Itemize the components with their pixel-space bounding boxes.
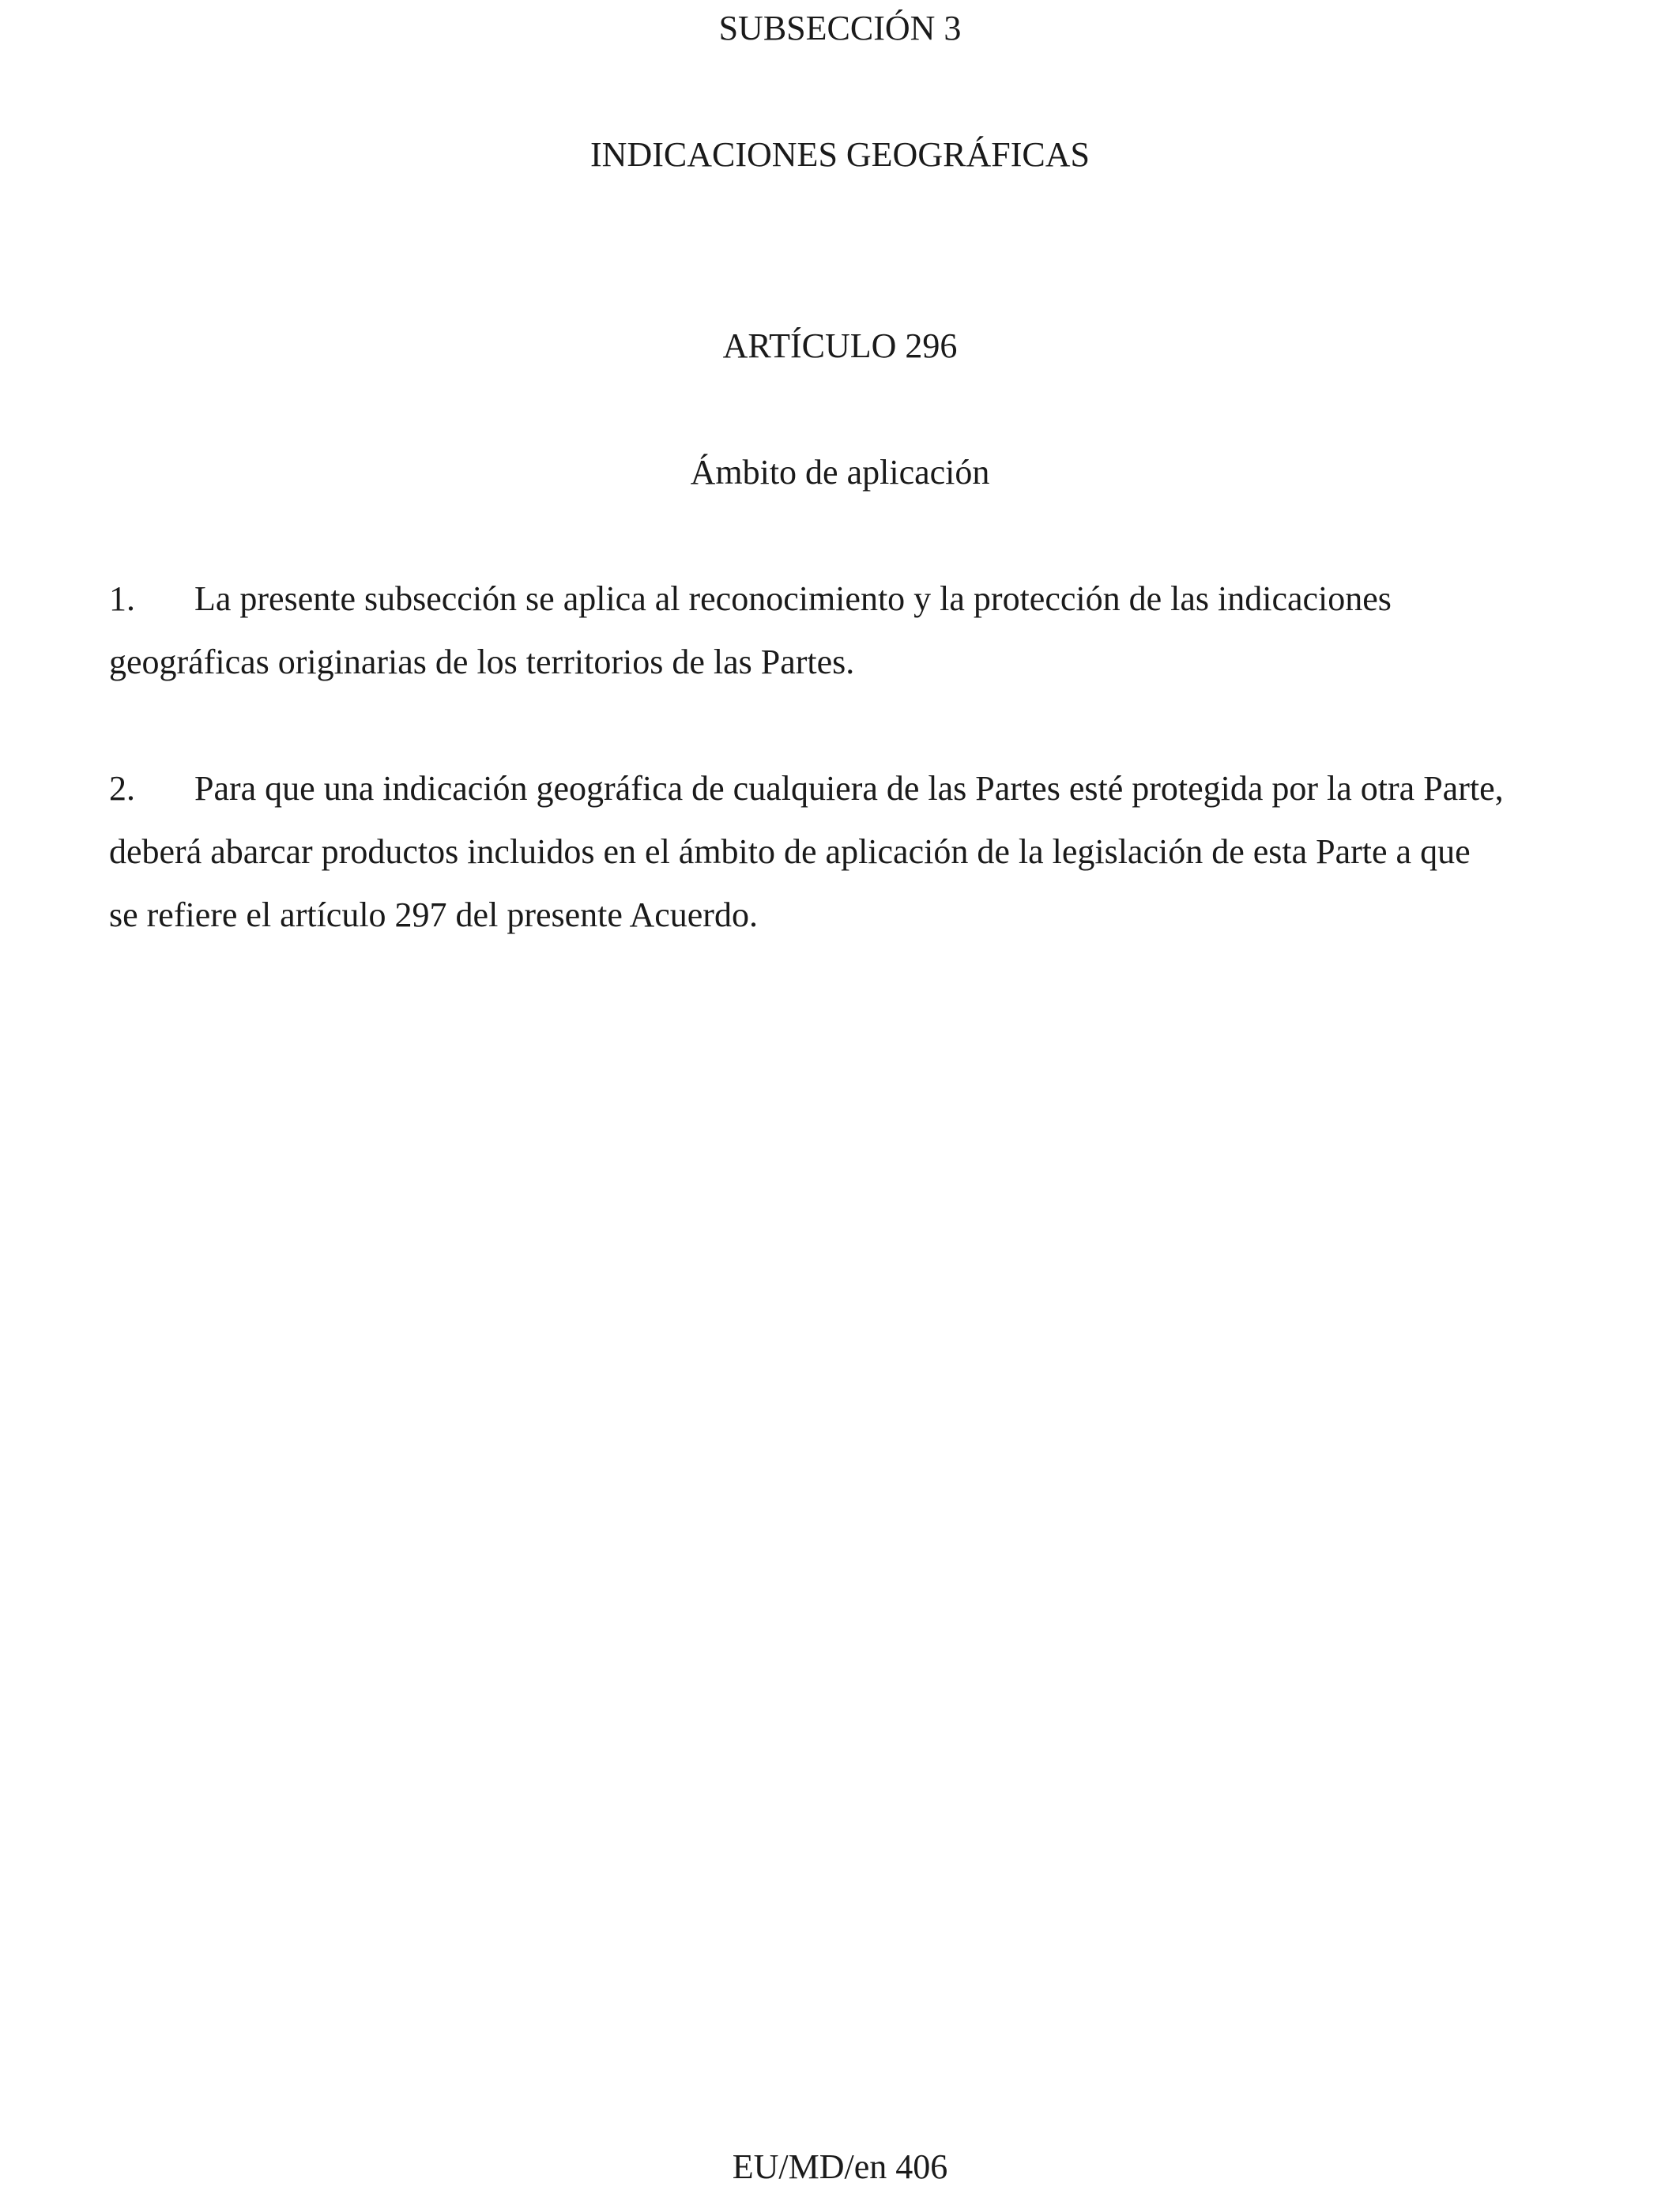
subsection-title: INDICACIONES GEOGRÁFICAS [590,135,1090,174]
article-heading: ARTÍCULO 296 [722,326,958,365]
paragraph-1 [109,567,1595,694]
paragraph-2-text-1: Para que una indicación geográfica de cualquiera de las Partes esté protegida por la otra Parte, [194,769,1504,808]
paragraph-2-line-3: se refiere el artículo 297 del presente Acuerdo. [109,895,758,934]
paragraph-1-number: 1. [109,579,135,618]
subsection-heading: SUBSECCIÓN 3 [718,9,962,47]
article-title: Ámbito de aplicación [690,453,990,492]
page-footer: EU/MD/en 406 [732,2147,948,2186]
paragraph-2 [109,757,1595,947]
paragraph-2-number: 2. [109,769,135,808]
paragraph-1-text-1: La presente subsección se aplica al reconocimiento y la protección de las indicaciones [194,579,1392,618]
paragraph-2-line-1 [109,757,1595,820]
paragraph-1-line-2: geográficas originarias de los territorios de las Partes. [109,643,855,681]
paragraph-1-line-1 [109,567,1595,631]
paragraph-2-line-2: deberá abarcar productos incluidos en el ámbito de aplicación de la legislación de esta Parte a que [109,832,1471,871]
